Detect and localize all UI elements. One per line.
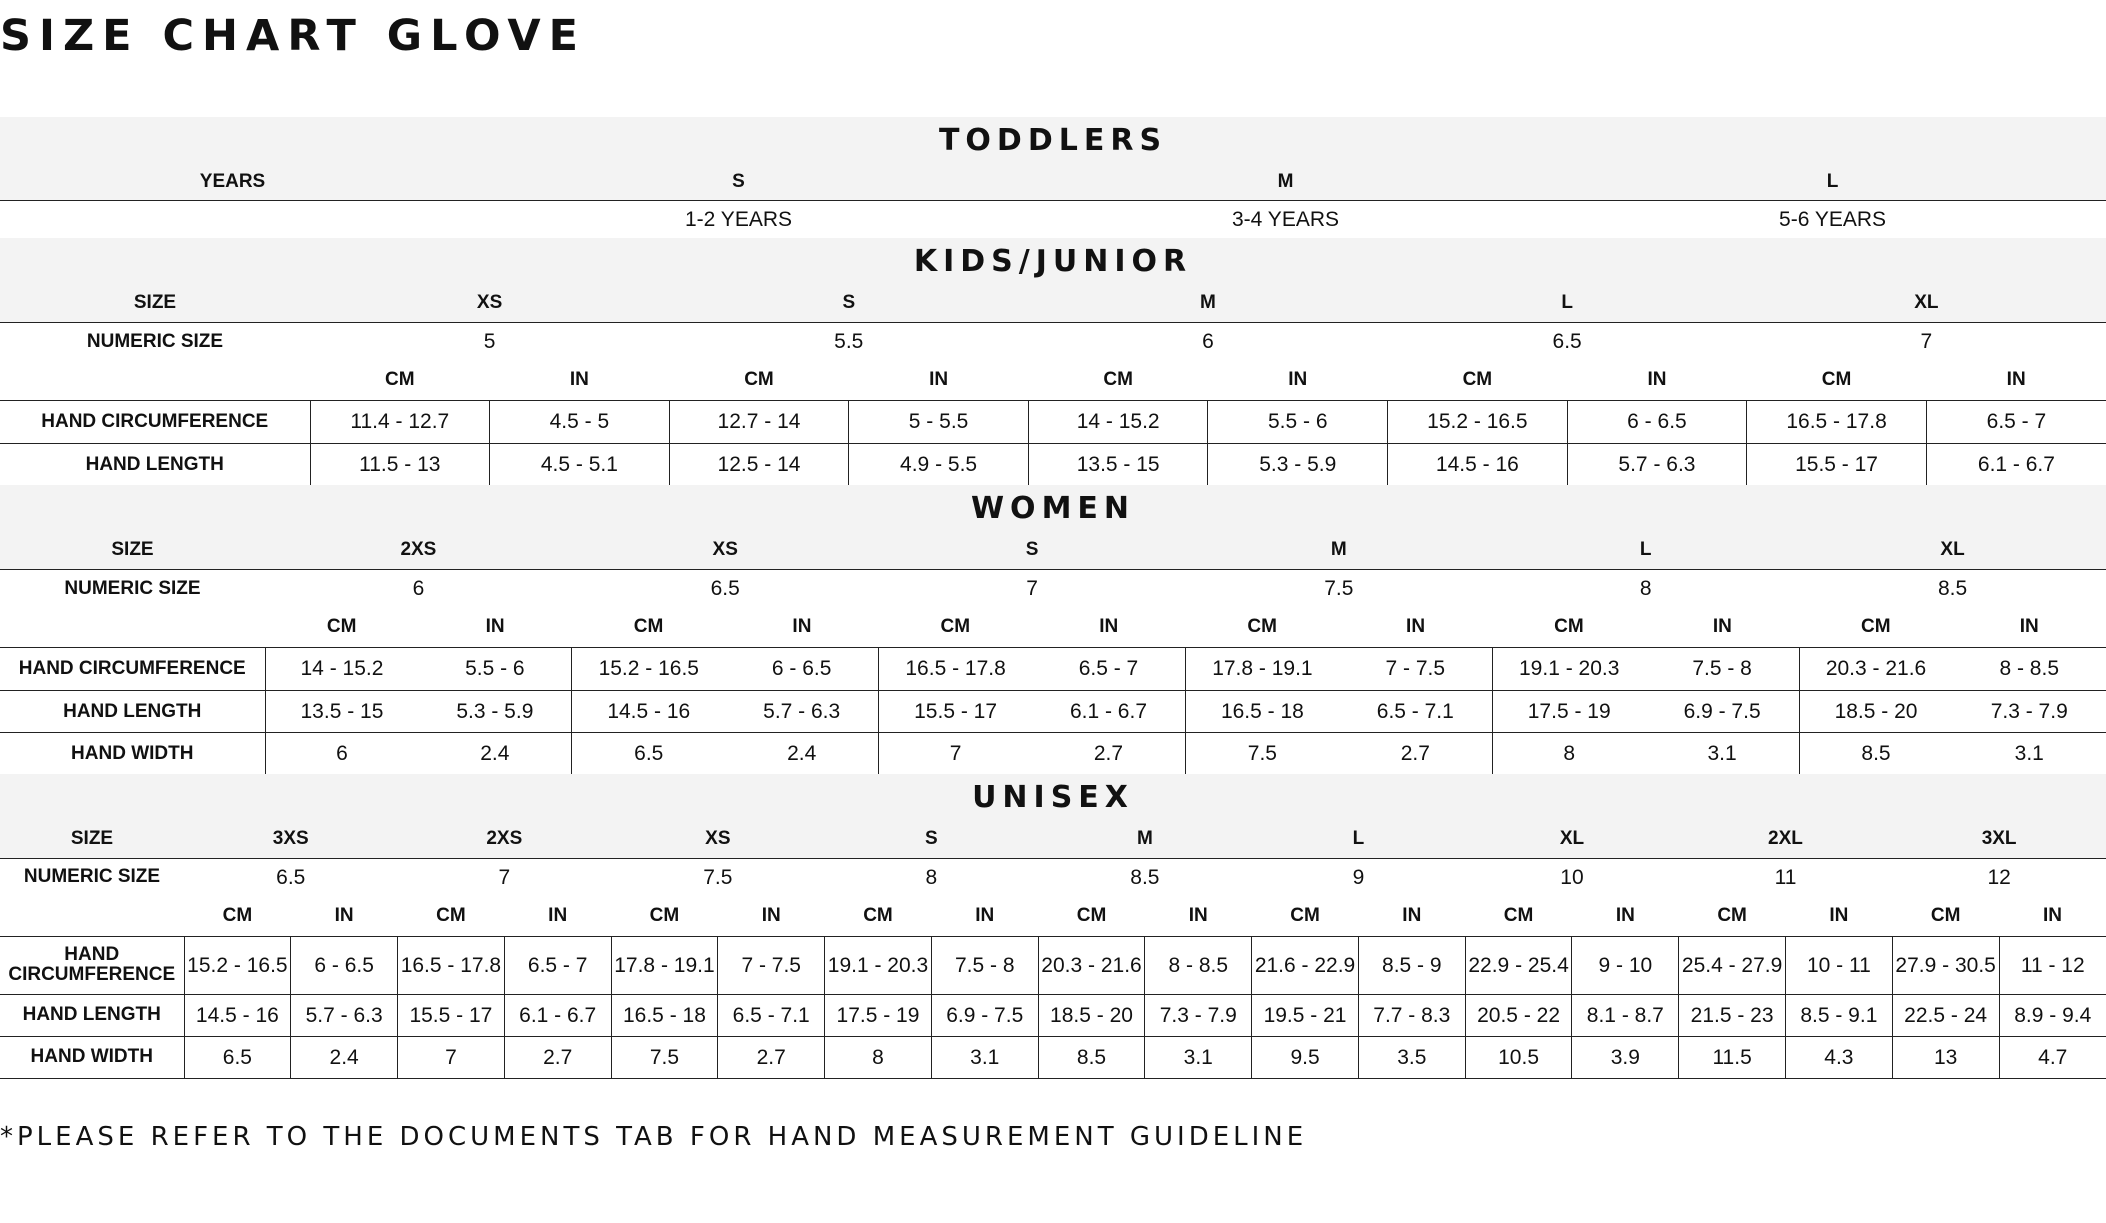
empty-cell	[0, 896, 184, 936]
measurement-label: HAND LENGTH	[0, 690, 265, 732]
numeric-size-cell: 8	[925, 865, 938, 889]
numeric-size-cell: 10	[1560, 865, 1584, 889]
numeric-size-cell: 5.5	[834, 329, 864, 353]
measurement-value: 7 - 7.5	[718, 936, 825, 994]
measurement-label: HAND CIRCUMFERENCE	[0, 936, 184, 994]
unit-cm-header: CM	[310, 360, 490, 400]
empty-cell	[0, 360, 310, 400]
unit-cm-header: CM	[669, 360, 849, 400]
unit-in-header: IN	[1567, 360, 1747, 400]
measurement-value: 6.5	[572, 732, 725, 774]
measurement-value: 8.5 - 9.1	[1785, 994, 1892, 1036]
measurement-value: 11 - 12	[1999, 936, 2106, 994]
size-header: L	[1388, 284, 1747, 322]
measurement-value: 2.7	[718, 1036, 825, 1078]
measurement-value: 14 - 15.2	[265, 647, 418, 690]
measurement-value: 3.1	[1145, 1036, 1252, 1078]
size-header: XL	[1465, 820, 1679, 858]
measurement-value: 2.7	[1339, 732, 1492, 774]
measurement-value: 15.2 - 16.5	[184, 936, 291, 994]
measurement-value: 15.5 - 17	[1747, 443, 1927, 485]
measurement-value: 22.5 - 24	[1892, 994, 1999, 1036]
measurement-label: HAND CIRCUMFERENCE	[0, 400, 310, 443]
measurement-value: 27.9 - 30.5	[1892, 936, 1999, 994]
measurement-value: 3.9	[1572, 1036, 1679, 1078]
measurement-value: 20.3 - 21.6	[1799, 647, 1952, 690]
measurement-value: 17.5 - 19	[1492, 690, 1645, 732]
size-header: M	[1028, 284, 1387, 322]
measurement-value: 25.4 - 27.9	[1679, 936, 1786, 994]
size-header: 3XL	[1892, 820, 2106, 858]
age-cell: 3-4 YEARS	[1232, 207, 1339, 231]
measurement-value: 8.5	[1799, 732, 1952, 774]
unit-cm-header: CM	[1465, 896, 1572, 936]
measurement-value: 12.7 - 14	[669, 400, 849, 443]
numeric-size-label: NUMERIC SIZE	[64, 577, 201, 599]
measurement-value: 7.5 - 8	[1646, 647, 1799, 690]
measurement-value: 17.5 - 19	[825, 994, 932, 1036]
size-header: M	[1038, 820, 1252, 858]
measurement-value: 2.4	[291, 1036, 398, 1078]
size-header: S	[465, 163, 1012, 200]
measurement-label: HAND WIDTH	[0, 1036, 184, 1078]
measurement-value: 3.1	[931, 1036, 1038, 1078]
measurement-value: 10 - 11	[1785, 936, 1892, 994]
measurement-value: 8.5 - 9	[1358, 936, 1465, 994]
kids-table	[0, 238, 2106, 486]
unit-in-header: IN	[1646, 607, 1799, 647]
unit-cm-header: CM	[1185, 607, 1338, 647]
measurement-value: 7.3 - 7.9	[1952, 690, 2106, 732]
measurement-value: 6 - 6.5	[725, 647, 878, 690]
measurement-value: 2.4	[418, 732, 571, 774]
measurement-value: 16.5 - 17.8	[398, 936, 505, 994]
numeric-size-cell: 9	[1352, 865, 1365, 889]
measurement-value: 3.1	[1646, 732, 1799, 774]
measurement-label: HAND LENGTH	[0, 994, 184, 1036]
size-header: S	[825, 820, 1039, 858]
measurement-value: 4.7	[1999, 1036, 2106, 1078]
numeric-size-cell: 6	[412, 576, 425, 600]
measurement-value: 5.5 - 6	[418, 647, 571, 690]
numeric-size-cell: 7	[1026, 576, 1038, 600]
unit-in-header: IN	[490, 360, 670, 400]
measurement-value: 6 - 6.5	[291, 936, 398, 994]
unit-in-header: IN	[1572, 896, 1679, 936]
women-title: WOMEN	[0, 485, 2106, 531]
unisex-title: UNISEX	[0, 774, 2106, 820]
measurement-value: 4.5 - 5	[490, 400, 670, 443]
numeric-size-cell: 6.5	[1552, 329, 1582, 353]
numeric-size-cell: 8.5	[1937, 576, 1968, 600]
size-header: L	[1252, 820, 1466, 858]
numeric-size-cell: 6	[1202, 329, 1214, 353]
size-header: 3XS	[184, 820, 398, 858]
unit-in-header: IN	[1032, 607, 1185, 647]
measurement-value: 6.5 - 7	[504, 936, 611, 994]
measurement-value: 14.5 - 16	[572, 690, 725, 732]
unit-cm-header: CM	[1388, 360, 1568, 400]
empty-cell	[0, 200, 465, 238]
size-header: S	[879, 531, 1186, 569]
measurement-value: 14.5 - 16	[1388, 443, 1568, 485]
size-header: XS	[611, 820, 825, 858]
size-header: XL	[1747, 284, 2106, 322]
measurement-value: 6.5	[184, 1036, 291, 1078]
size-header: XS	[572, 531, 879, 569]
measurement-value: 8.9 - 9.4	[1999, 994, 2106, 1036]
measurement-value: 9 - 10	[1572, 936, 1679, 994]
measurement-value: 5.5 - 6	[1208, 400, 1388, 443]
unit-cm-header: CM	[1038, 896, 1145, 936]
measurement-value: 4.5 - 5.1	[490, 443, 670, 485]
footnote: *PLEASE REFER TO THE DOCUMENTS TAB FOR HAND MEASUREMENT GUIDELINE	[0, 1122, 1308, 1152]
measurement-value: 4.3	[1785, 1036, 1892, 1078]
measurement-value: 8 - 8.5	[1952, 647, 2106, 690]
measurement-value: 7.7 - 8.3	[1358, 994, 1465, 1036]
size-header: XL	[1799, 531, 2106, 569]
empty-cell	[0, 607, 265, 647]
size-header: 2XS	[398, 820, 612, 858]
numeric-size-cell: 7	[1920, 329, 1933, 353]
measurement-value: 7	[879, 732, 1032, 774]
numeric-size-cell: 8.5	[1130, 865, 1160, 889]
numeric-size-cell: 6.5	[276, 865, 306, 889]
measurement-value: 8	[825, 1036, 932, 1078]
unit-in-header: IN	[931, 896, 1038, 936]
size-label: SIZE	[0, 284, 310, 322]
numeric-size-cell: 7.5	[1324, 576, 1354, 600]
unit-cm-header: CM	[879, 607, 1032, 647]
measurement-value: 3.5	[1358, 1036, 1465, 1078]
toddlers-table	[0, 117, 2106, 238]
measurement-value: 20.5 - 22	[1465, 994, 1572, 1036]
unit-in-header: IN	[1358, 896, 1465, 936]
measurement-value: 15.5 - 17	[879, 690, 1032, 732]
measurement-value: 19.1 - 20.3	[1492, 647, 1645, 690]
measurement-value: 11.5 - 13	[310, 443, 490, 485]
numeric-size-cell: 5	[483, 329, 496, 353]
measurement-value: 7	[398, 1036, 505, 1078]
women-table	[0, 485, 2106, 775]
unit-cm-header: CM	[1028, 360, 1208, 400]
measurement-label: HAND WIDTH	[0, 732, 265, 774]
measurement-value: 21.5 - 23	[1679, 994, 1786, 1036]
numeric-size-cell: 7	[498, 865, 511, 889]
size-header: M	[1185, 531, 1492, 569]
measurement-value: 2.7	[1032, 732, 1185, 774]
measurement-value: 21.6 - 22.9	[1252, 936, 1359, 994]
measurement-value: 14 - 15.2	[1028, 400, 1208, 443]
measurement-value: 18.5 - 20	[1038, 994, 1145, 1036]
measurement-value: 15.5 - 17	[398, 994, 505, 1036]
unit-cm-header: CM	[825, 896, 932, 936]
measurement-value: 22.9 - 25.4	[1465, 936, 1572, 994]
measurement-value: 16.5 - 17.8	[1747, 400, 1927, 443]
unit-in-header: IN	[718, 896, 825, 936]
unit-in-header: IN	[849, 360, 1029, 400]
measurement-value: 6.1 - 6.7	[1032, 690, 1185, 732]
unit-cm-header: CM	[184, 896, 291, 936]
measurement-value: 13.5 - 15	[1028, 443, 1208, 485]
measurement-value: 5.7 - 6.3	[291, 994, 398, 1036]
numeric-size-cell: 8	[1639, 576, 1652, 600]
unit-in-header: IN	[504, 896, 611, 936]
unit-cm-header: CM	[611, 896, 718, 936]
measurement-value: 6.5 - 7	[1926, 400, 2106, 443]
measurement-value: 6.9 - 7.5	[931, 994, 1038, 1036]
measurement-value: 19.1 - 20.3	[825, 936, 932, 994]
unit-cm-header: CM	[1892, 896, 1999, 936]
numeric-size-cell: 12	[1987, 865, 2011, 889]
years-label: YEARS	[0, 163, 465, 200]
measurement-value: 13.5 - 15	[265, 690, 418, 732]
kids-title: KIDS/JUNIOR	[0, 238, 2106, 284]
numeric-size-cell: 11	[1774, 865, 1797, 889]
measurement-value: 3.1	[1952, 732, 2106, 774]
measurement-value: 5.7 - 6.3	[1567, 443, 1747, 485]
unit-in-header: IN	[1785, 896, 1892, 936]
unit-in-header: IN	[1926, 360, 2106, 400]
size-header: M	[1012, 163, 1559, 200]
age-cell: 1-2 YEARS	[685, 207, 792, 231]
measurement-value: 7.5	[1185, 732, 1338, 774]
numeric-size-label: NUMERIC SIZE	[23, 866, 161, 888]
size-header: S	[669, 284, 1028, 322]
measurement-value: 19.5 - 21	[1252, 994, 1359, 1036]
numeric-size-label: NUMERIC SIZE	[86, 330, 224, 352]
measurement-value: 7.5 - 8	[931, 936, 1038, 994]
unit-cm-header: CM	[572, 607, 725, 647]
measurement-value: 16.5 - 18	[1185, 690, 1338, 732]
size-header: L	[1492, 531, 1799, 569]
measurement-label: HAND LENGTH	[0, 443, 310, 485]
unit-in-header: IN	[1952, 607, 2106, 647]
measurement-value: 17.8 - 19.1	[1185, 647, 1338, 690]
unit-cm-header: CM	[1799, 607, 1952, 647]
measurement-value: 16.5 - 18	[611, 994, 718, 1036]
measurement-value: 12.5 - 14	[669, 443, 849, 485]
measurement-value: 8 - 8.5	[1145, 936, 1252, 994]
measurement-value: 11.5	[1679, 1036, 1786, 1078]
unit-cm-header: CM	[265, 607, 418, 647]
measurement-value: 6.5 - 7.1	[718, 994, 825, 1036]
measurement-value: 6.1 - 6.7	[504, 994, 611, 1036]
measurement-value: 9.5	[1252, 1036, 1359, 1078]
age-cell: 5-6 YEARS	[1779, 207, 1887, 231]
measurement-value: 7 - 7.5	[1339, 647, 1492, 690]
size-header: 2XS	[265, 531, 572, 569]
measurement-value: 8.5	[1038, 1036, 1145, 1078]
unit-in-header: IN	[418, 607, 571, 647]
numeric-size-cell: 6.5	[710, 576, 740, 600]
measurement-value: 4.9 - 5.5	[849, 443, 1029, 485]
unit-cm-header: CM	[1747, 360, 1927, 400]
size-label: SIZE	[0, 531, 265, 569]
measurement-value: 20.3 - 21.6	[1038, 936, 1145, 994]
measurement-value: 7.5	[611, 1036, 718, 1078]
measurement-value: 6	[265, 732, 418, 774]
page-title: SIZE CHART GLOVE	[0, 11, 587, 61]
measurement-label: HAND CIRCUMFERENCE	[0, 647, 265, 690]
measurement-value: 15.2 - 16.5	[572, 647, 725, 690]
numeric-size-cell: 7.5	[703, 865, 733, 889]
unisex-table	[0, 774, 2106, 1079]
unit-cm-header: CM	[398, 896, 505, 936]
measurement-value: 5.7 - 6.3	[725, 690, 878, 732]
size-label: SIZE	[0, 820, 184, 858]
measurement-value: 15.2 - 16.5	[1388, 400, 1568, 443]
measurement-value: 7.3 - 7.9	[1145, 994, 1252, 1036]
toddlers-title: TODDLERS	[0, 117, 2106, 163]
measurement-value: 17.8 - 19.1	[611, 936, 718, 994]
measurement-value: 6.1 - 6.7	[1926, 443, 2106, 485]
measurement-value: 5.3 - 5.9	[418, 690, 571, 732]
measurement-value: 8.1 - 8.7	[1572, 994, 1679, 1036]
measurement-value: 11.4 - 12.7	[310, 400, 490, 443]
unit-in-header: IN	[1339, 607, 1492, 647]
unit-cm-header: CM	[1252, 896, 1359, 936]
measurement-value: 5.3 - 5.9	[1208, 443, 1388, 485]
unit-in-header: IN	[1145, 896, 1252, 936]
measurement-value: 5 - 5.5	[849, 400, 1029, 443]
measurement-value: 8	[1492, 732, 1645, 774]
measurement-value: 6.5 - 7	[1032, 647, 1185, 690]
measurement-value: 13	[1892, 1036, 1999, 1078]
measurement-value: 6.5 - 7.1	[1339, 690, 1492, 732]
unit-in-header: IN	[725, 607, 878, 647]
size-header: 2XL	[1679, 820, 1893, 858]
unit-cm-header: CM	[1679, 896, 1786, 936]
measurement-value: 14.5 - 16	[184, 994, 291, 1036]
unit-in-header: IN	[1208, 360, 1388, 400]
measurement-value: 6.9 - 7.5	[1646, 690, 1799, 732]
measurement-value: 18.5 - 20	[1799, 690, 1952, 732]
unit-in-header: IN	[1999, 896, 2106, 936]
size-header: XS	[310, 284, 669, 322]
measurement-value: 2.4	[725, 732, 878, 774]
measurement-value: 10.5	[1465, 1036, 1572, 1078]
unit-in-header: IN	[291, 896, 398, 936]
measurement-value: 6 - 6.5	[1567, 400, 1747, 443]
measurement-value: 16.5 - 17.8	[879, 647, 1032, 690]
measurement-value: 2.7	[504, 1036, 611, 1078]
size-header: L	[1559, 163, 2106, 200]
unit-cm-header: CM	[1492, 607, 1645, 647]
